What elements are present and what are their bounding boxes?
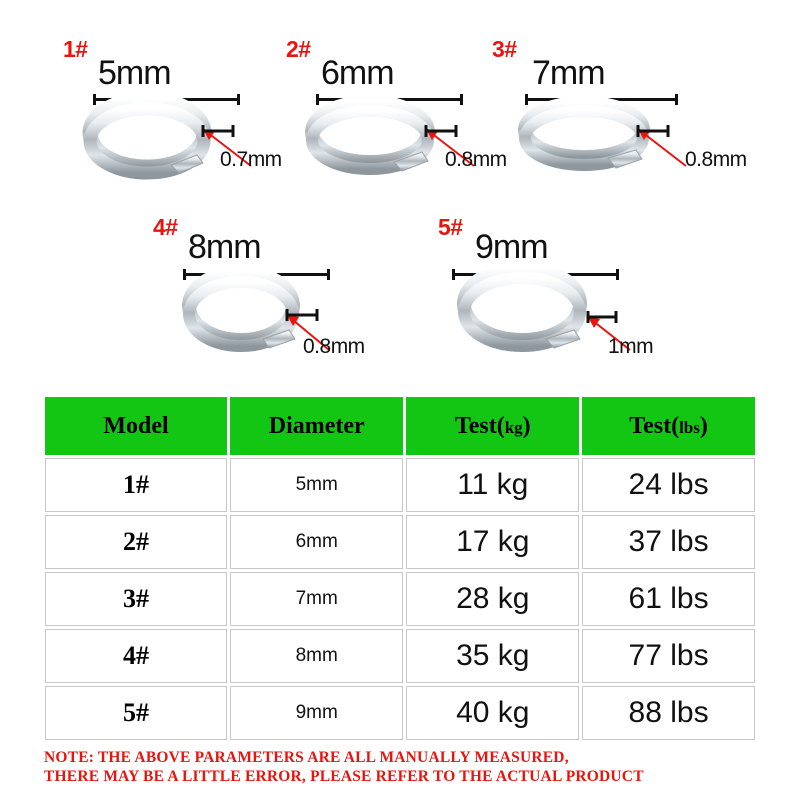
cell-model: 4# — [45, 629, 227, 683]
cell-model: 2# — [45, 515, 227, 569]
table-row — [45, 572, 755, 626]
cell-test-kg: 28 kg — [406, 572, 579, 626]
spec-diagram-3 — [492, 16, 747, 196]
column-header-diameter: Diameter — [230, 397, 403, 455]
test-lbs-main: Test( — [629, 412, 680, 439]
cell-test-kg: 35 kg — [406, 629, 579, 683]
cell-model: 5# — [45, 686, 227, 740]
model-tag-1: 1# — [63, 36, 88, 62]
model-tag-5: 5# — [438, 214, 463, 240]
note-line-1: NOTE: THE ABOVE PARAMETERS ARE ALL MANUALLY MEASURED, — [44, 749, 569, 766]
table-row — [45, 686, 755, 740]
diameter-label-1: 5mm — [98, 54, 171, 92]
cell-test-kg: 11 kg — [406, 458, 579, 512]
test-lbs-sub: lbs — [679, 417, 700, 437]
diameter-label-2: 6mm — [321, 54, 394, 92]
cell-diameter: 5mm — [230, 458, 403, 512]
test-lbs-end: ) — [699, 412, 708, 439]
note-line-2: THERE MAY BE A LITTLE ERROR, PLEASE REFER TO THE ACTUAL PRODUCT — [44, 768, 644, 785]
cell-test-lbs: 61 lbs — [582, 572, 755, 626]
measurement-note — [44, 748, 764, 786]
model-tag-2: 2# — [286, 36, 311, 62]
test-kg-sub: kg — [504, 417, 523, 437]
test-kg-main: Test( — [454, 412, 505, 439]
cell-diameter: 8mm — [230, 629, 403, 683]
diameter-label-5: 9mm — [475, 228, 548, 266]
table-row — [45, 515, 755, 569]
diameter-label-4: 8mm — [188, 228, 261, 266]
cell-test-lbs: 37 lbs — [582, 515, 755, 569]
diameter-label-3: 7mm — [532, 54, 605, 92]
cell-test-kg: 40 kg — [406, 686, 579, 740]
thickness-label-4: 0.8mm — [303, 335, 365, 358]
cell-model: 1# — [45, 458, 227, 512]
cell-diameter: 6mm — [230, 515, 403, 569]
table-row — [45, 458, 755, 512]
column-header-test-lbs — [582, 397, 755, 455]
model-tag-4: 4# — [153, 214, 178, 240]
column-header-test-kg — [406, 397, 579, 455]
spec-diagram-1 — [55, 16, 285, 196]
spec-diagram-4 — [145, 200, 375, 380]
column-header-model: Model — [45, 397, 227, 455]
thickness-label-1: 0.7mm — [220, 148, 282, 171]
cell-model: 3# — [45, 572, 227, 626]
test-kg-end: ) — [522, 412, 531, 439]
spec-diagram-2 — [278, 16, 508, 196]
thickness-label-5: 1mm — [608, 335, 654, 358]
cell-test-lbs: 88 lbs — [582, 686, 755, 740]
cell-test-kg: 17 kg — [406, 515, 579, 569]
cell-diameter: 7mm — [230, 572, 403, 626]
cell-diameter: 9mm — [230, 686, 403, 740]
model-tag-3: 3# — [492, 36, 517, 62]
cell-test-lbs: 24 lbs — [582, 458, 755, 512]
spec-diagram-5 — [430, 200, 660, 380]
thickness-label-3: 0.8mm — [685, 148, 747, 171]
spec-table — [42, 394, 758, 743]
cell-test-lbs: 77 lbs — [582, 629, 755, 683]
table-row — [45, 629, 755, 683]
thickness-label-2: 0.8mm — [445, 148, 507, 171]
table-header-row — [45, 397, 755, 455]
